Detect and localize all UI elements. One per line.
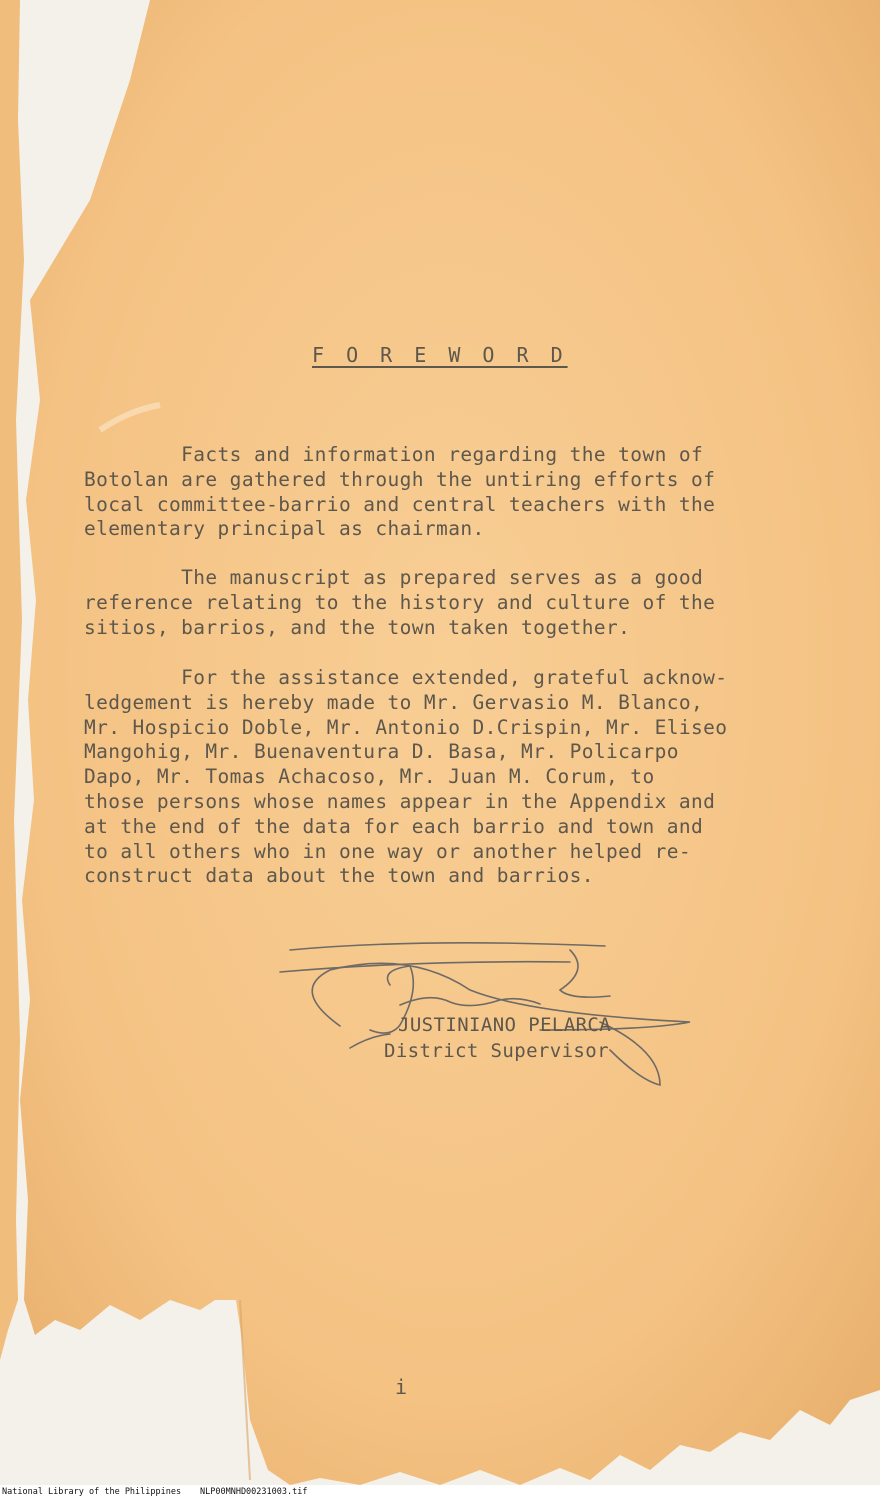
text-line: For the assistance extended, grateful acknow- [84,666,728,689]
text-line: Mangohig, Mr. Buenaventura D. Basa, Mr. Policarpo [84,740,679,764]
text-line: Facts and information regarding the town of [84,443,704,466]
page-title: F O R E W O R D [312,343,568,367]
text-line: Botolan are gathered through the untiring efforts of [84,467,716,491]
text-line: to all others who in one way or another helped re- [84,839,691,863]
paragraph-intro [84,443,764,542]
paragraph-acknowledgement [84,666,764,889]
text-line: sitios, barrios, and the town taken together. [84,615,631,639]
text-line: Dapo, Mr. Tomas Achacoso, Mr. Juan M. Corum, to [84,765,655,789]
text-line: Mr. Hospicio Doble, Mr. Antonio D.Crispin, Mr. Eliseo [84,715,728,739]
page-number: i [395,1375,408,1399]
text-line: at the end of the data for each barrio and town and [84,814,704,838]
library-name: National Library of the Philippines [2,1487,182,1497]
text-line: ledgement is hereby made to Mr. Gervasio M. Blanco, [84,690,704,714]
text-line: elementary principal as chairman. [84,517,485,541]
text-line: The manuscript as prepared serves as a good [84,566,704,589]
file-name: NLP00MNHD00231003.tif [200,1487,308,1497]
text-line: those persons whose names appear in the Appendix and [84,789,716,813]
archive-footer [0,1485,880,1500]
paragraph-manuscript [84,566,764,640]
signatory-position: District Supervisor [384,1040,609,1062]
text-line: construct data about the town and barrios. [84,864,594,888]
signatory-name: JUSTINIANO PELARCA [398,1014,612,1036]
text-line: local committee-barrio and central teachers with the [84,492,716,516]
text-line: reference relating to the history and culture of the [84,590,716,614]
